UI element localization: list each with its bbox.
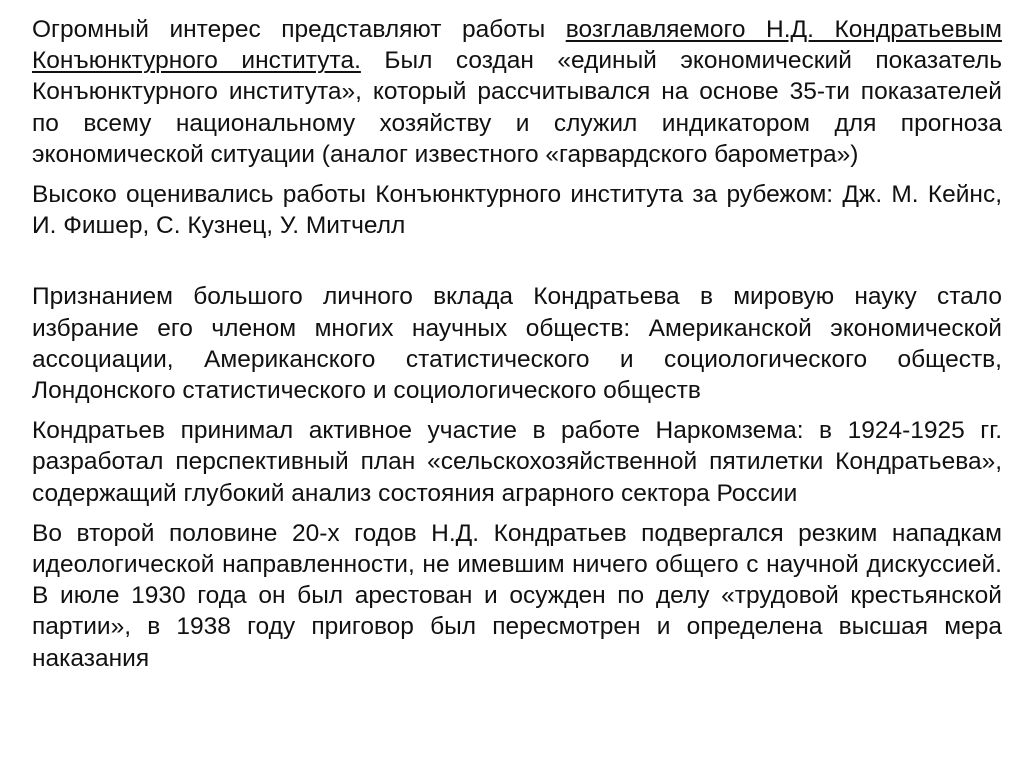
paragraph-spacer xyxy=(32,170,1002,179)
paragraph-spacer xyxy=(32,406,1002,415)
paragraph-spacer xyxy=(32,241,1002,281)
paragraph-foreign-recognition: Высоко оценивались работы Конъюнктурного института за рубежом: Дж. М. Кейнс, И. Фишер, С. Кузнец, У. Митчелл xyxy=(32,181,1002,240)
paragraph-institute-work xyxy=(32,14,1002,170)
paragraph-scientific-societies: Признанием большого личного вклада Кондратьева в мировую науку стало избрание его членом многих научных обществ: Американской экономической ассоциации, Американского статистического и социологического обществ, Лондонского статистического и социологического обществ xyxy=(32,283,1002,405)
institute-underlined-phrase: возглавляемого Н.Д. Кондратьевым Конъюнктурного института. xyxy=(32,16,1003,75)
paragraph-narkomzem: Кондратьев принимал активное участие в работе Наркомзема: в 1924-1925 гг. разработал перспективный план «сельскохозяйственной пятилетки Кондратьева», содержащий глубокий анализ состояния аграрного сектора России xyxy=(32,417,1002,507)
paragraph-institute-work-intro: Огромный интерес представляют работы xyxy=(32,16,566,43)
paragraph-spacer xyxy=(32,509,1002,518)
paragraph-institute-work-rest: Был создан «единый экономический показатель Конъюнктурного института», который рассчитывался на основе 35-ти показателей по всему национальному хозяйству и служил индикатором для прогноза экономической ситуации (аналог известного «гарвардского барометра») xyxy=(32,47,1002,168)
paragraph-arrest: Во второй половине 20-х годов Н.Д. Кондратьев подвергался резким нападкам идеологической направленности, не имевшим ничего общего с научной дискуссией. В июле 1930 года он был арестован и осужден по делу «трудовой крестьянской партии», в 1938 году приговор был пересмотрен и определена высшая мера наказания xyxy=(32,519,1002,672)
slide-content xyxy=(32,14,1002,674)
